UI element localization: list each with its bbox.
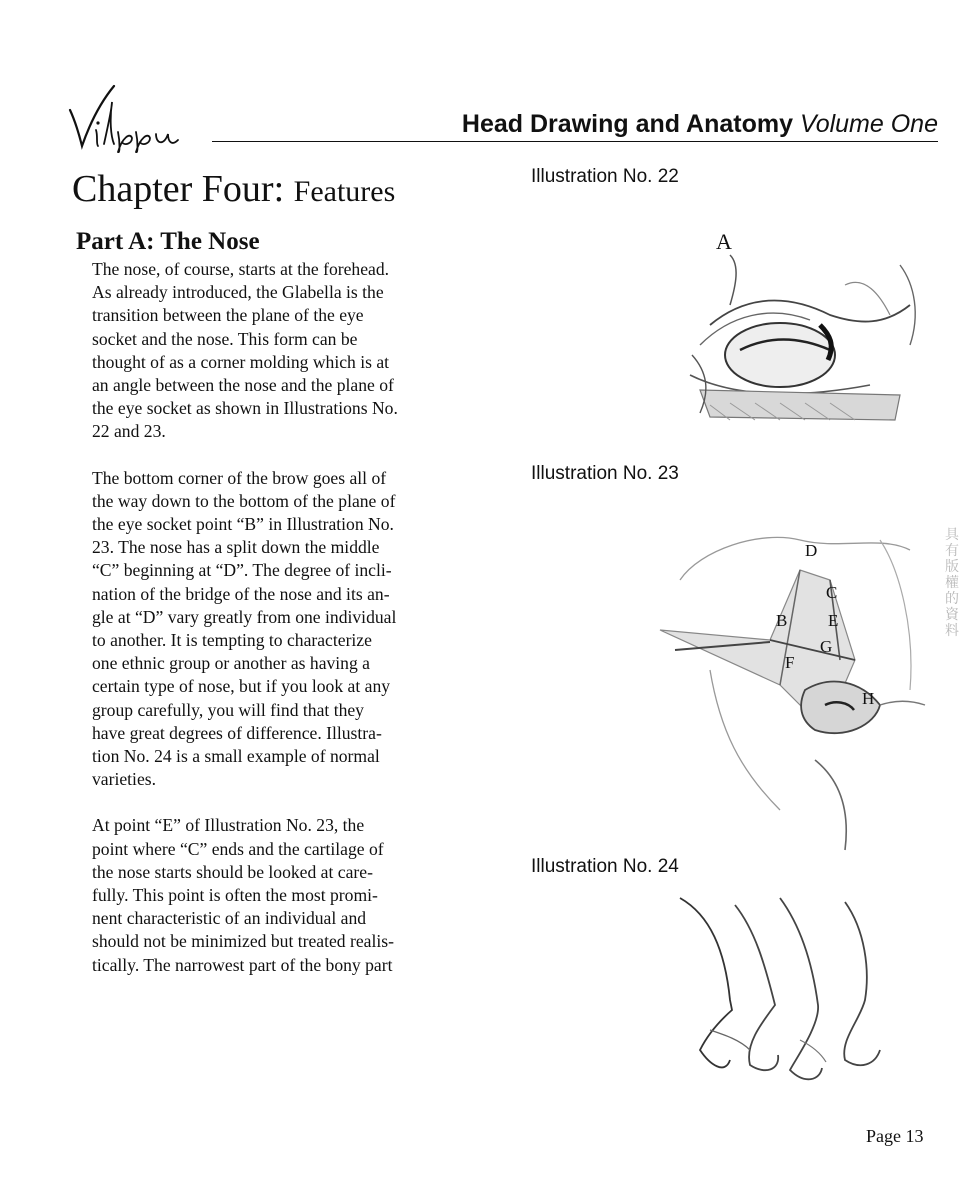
paragraph-2 (92, 467, 512, 792)
text-line: The nose, of course, starts at the forehead. (92, 259, 390, 279)
vertical-watermark: 具有版權的資料 (945, 527, 959, 639)
text-line: transition between the plane of the eye (92, 305, 364, 326)
illustration-23-nose-planes-sketch (640, 510, 940, 855)
point-label-c: C (826, 583, 838, 602)
text-line: have great degrees of difference. Illustra- (92, 722, 382, 743)
illustration-22-eye-socket-sketch (670, 225, 940, 440)
part-heading: Part A: The Nose (76, 228, 260, 255)
text-line: fully. This point is often the most promi- (92, 885, 378, 906)
text-line: gle at “D” vary greatly from one individual (92, 606, 397, 627)
illustration-23-label: Illustration No. 23 (531, 463, 679, 484)
text-line: nation of the bridge of the nose and its an- (92, 583, 390, 604)
text-line: the eye socket as shown in Illustrations No. (92, 398, 398, 419)
text-line: one ethnic group or another as having a (92, 653, 370, 674)
book-title-volume: Volume One (799, 110, 938, 138)
book-title (418, 110, 938, 142)
text-line: thought of as a corner molding which is at (92, 351, 390, 372)
text-line: As already introduced, the Glabella is the (92, 282, 384, 303)
chapter-title: Chapter Four: (72, 168, 285, 210)
paragraph-3 (92, 814, 512, 976)
text-line: the nose starts should be looked at care- (92, 861, 373, 882)
book-title-main: Head Drawing and Anatomy (461, 110, 793, 138)
point-label-d: D (805, 541, 818, 560)
illustration-24-nose-profiles-sketch (670, 890, 900, 1095)
illustration-24-label: Illustration No. 24 (531, 856, 679, 877)
text-line: the way down to the bottom of the plane of (92, 490, 396, 511)
point-label-b: B (776, 611, 788, 630)
text-line: At point “E” of Illustration No. 23, the (92, 815, 365, 836)
text-line: 22 and 23. (92, 421, 166, 442)
text-line: tically. The narrowest part of the bony part (92, 954, 393, 975)
text-line: to another. It is tempting to characterize (92, 630, 372, 651)
paragraph-1 (92, 258, 512, 444)
illustration-22-label: Illustration No. 22 (531, 166, 679, 187)
text-line: varieties. (92, 769, 156, 790)
text-line: certain type of nose, but if you look at any (92, 676, 391, 697)
text-line: tion No. 24 is a small example of normal (92, 746, 380, 767)
vilppu-signature-logo (62, 68, 232, 153)
page-number: Page 13 (866, 1126, 924, 1146)
point-label-f: F (785, 653, 795, 672)
text-line: the eye socket point “B” in Illustration No. (92, 514, 394, 535)
chapter-subtitle: Features (293, 175, 396, 208)
point-label-h: H (862, 689, 875, 708)
point-label-g: G (820, 637, 833, 656)
point-label-e: E (828, 611, 839, 630)
text-line: The bottom corner of the brow goes all of (92, 467, 387, 488)
text-line: an angle between the nose and the plane of (92, 375, 394, 396)
chapter-heading (72, 170, 395, 208)
text-line: group carefully, you will find that they (92, 699, 364, 720)
text-line: 23. The nose has a split down the middle (92, 537, 380, 558)
point-label-a: A (716, 229, 732, 254)
text-line: socket and the nose. This form can be (92, 328, 358, 349)
text-line: point where “C” ends and the cartilage of (92, 838, 384, 859)
text-line: nent characteristic of an individual and (92, 908, 367, 929)
text-line: “C” beginning at “D”. The degree of incli- (92, 560, 392, 581)
text-line: should not be minimized but treated realis- (92, 931, 394, 952)
body-text (92, 258, 512, 1000)
